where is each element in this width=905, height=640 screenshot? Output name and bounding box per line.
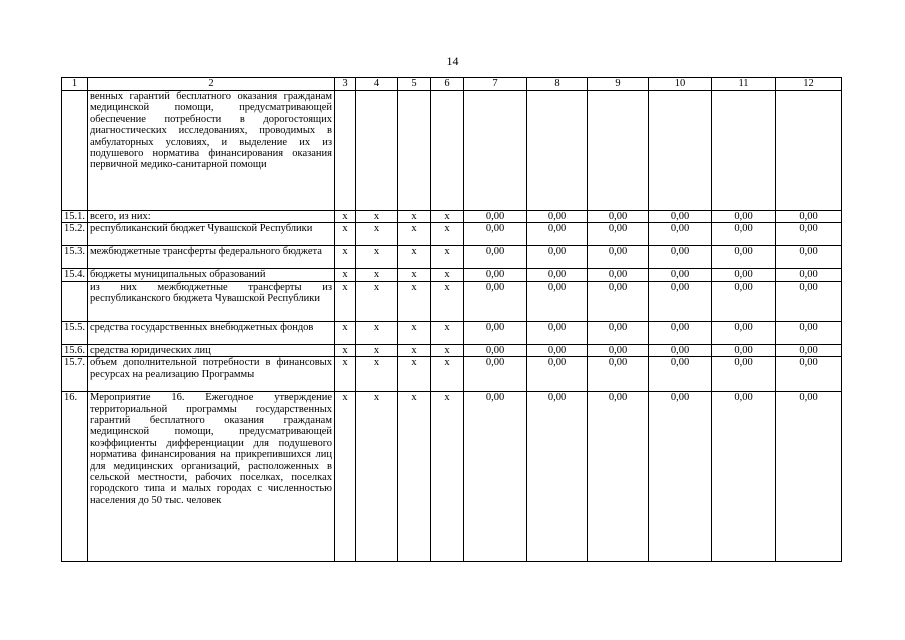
- amount-cell: 0,00: [712, 392, 776, 562]
- table-row: [62, 223, 842, 246]
- not-applicable-cell: x: [335, 281, 356, 321]
- amount-cell: 0,00: [649, 357, 712, 392]
- table-row: [62, 344, 842, 356]
- not-applicable-cell: x: [335, 357, 356, 392]
- row-description-cell: межбюджетные трансферты федерального бюджета: [88, 246, 335, 269]
- row-number-cell: 16.: [62, 392, 88, 562]
- row-description-cell: средства государственных внебюджетных фондов: [88, 321, 335, 344]
- amount-cell: 0,00: [776, 246, 842, 269]
- table-row: [62, 91, 842, 211]
- row-number-cell: 15.5.: [62, 321, 88, 344]
- amount-cell: 0,00: [588, 281, 649, 321]
- column-number-cell: 6: [431, 78, 464, 91]
- column-number-cell: 4: [356, 78, 398, 91]
- amount-cell: 0,00: [527, 357, 588, 392]
- not-applicable-cell: x: [431, 321, 464, 344]
- not-applicable-cell: x: [398, 269, 431, 281]
- row-number-cell: 15.1.: [62, 211, 88, 223]
- amount-cell: [776, 91, 842, 211]
- column-number-cell: 10: [649, 78, 712, 91]
- column-number-cell: 5: [398, 78, 431, 91]
- table-row: [62, 281, 842, 321]
- not-applicable-cell: x: [335, 211, 356, 223]
- column-number-cell: 3: [335, 78, 356, 91]
- not-applicable-cell: x: [398, 246, 431, 269]
- amount-cell: 0,00: [464, 357, 527, 392]
- amount-cell: 0,00: [464, 392, 527, 562]
- amount-cell: 0,00: [649, 211, 712, 223]
- not-applicable-cell: [398, 91, 431, 211]
- not-applicable-cell: x: [335, 344, 356, 356]
- not-applicable-cell: x: [356, 211, 398, 223]
- not-applicable-cell: x: [335, 223, 356, 246]
- not-applicable-cell: x: [356, 269, 398, 281]
- not-applicable-cell: x: [356, 281, 398, 321]
- row-description-cell: всего, из них:: [88, 211, 335, 223]
- row-number-cell: 15.7.: [62, 357, 88, 392]
- table-row: [62, 357, 842, 392]
- row-number-cell: 15.4.: [62, 269, 88, 281]
- amount-cell: 0,00: [588, 344, 649, 356]
- amount-cell: 0,00: [464, 344, 527, 356]
- row-description-cell: из них межбюджетные трансферты из республиканского бюджета Чувашской Республики: [88, 281, 335, 321]
- amount-cell: 0,00: [527, 269, 588, 281]
- row-number-cell: [62, 281, 88, 321]
- row-number-cell: 15.6.: [62, 344, 88, 356]
- amount-cell: 0,00: [712, 357, 776, 392]
- row-number-cell: 15.3.: [62, 246, 88, 269]
- not-applicable-cell: x: [398, 281, 431, 321]
- page-number: 14: [446, 54, 459, 68]
- amount-cell: 0,00: [588, 223, 649, 246]
- not-applicable-cell: x: [431, 392, 464, 562]
- amount-cell: 0,00: [712, 344, 776, 356]
- amount-cell: 0,00: [464, 246, 527, 269]
- not-applicable-cell: [356, 91, 398, 211]
- column-number-cell: 11: [712, 78, 776, 91]
- amount-cell: 0,00: [776, 269, 842, 281]
- column-number-row: [62, 78, 842, 91]
- amount-cell: 0,00: [649, 269, 712, 281]
- budget-table: [61, 77, 842, 562]
- not-applicable-cell: x: [356, 357, 398, 392]
- amount-cell: 0,00: [527, 281, 588, 321]
- amount-cell: 0,00: [527, 223, 588, 246]
- amount-cell: 0,00: [712, 223, 776, 246]
- not-applicable-cell: x: [398, 392, 431, 562]
- column-number-cell: 7: [464, 78, 527, 91]
- not-applicable-cell: [335, 91, 356, 211]
- amount-cell: [527, 91, 588, 211]
- row-description-cell: средства юридических лиц: [88, 344, 335, 356]
- amount-cell: 0,00: [776, 211, 842, 223]
- not-applicable-cell: x: [356, 392, 398, 562]
- row-number-cell: [62, 91, 88, 211]
- not-applicable-cell: x: [431, 223, 464, 246]
- amount-cell: 0,00: [649, 392, 712, 562]
- amount-cell: 0,00: [776, 223, 842, 246]
- amount-cell: 0,00: [588, 321, 649, 344]
- row-description-cell: бюджеты муниципальных образований: [88, 269, 335, 281]
- not-applicable-cell: x: [431, 281, 464, 321]
- amount-cell: 0,00: [527, 321, 588, 344]
- amount-cell: 0,00: [588, 246, 649, 269]
- not-applicable-cell: x: [356, 321, 398, 344]
- not-applicable-cell: x: [356, 344, 398, 356]
- amount-cell: 0,00: [712, 269, 776, 281]
- row-description-cell: республиканский бюджет Чувашской Республики: [88, 223, 335, 246]
- amount-cell: 0,00: [588, 392, 649, 562]
- amount-cell: 0,00: [712, 246, 776, 269]
- row-number-cell: 15.2.: [62, 223, 88, 246]
- not-applicable-cell: x: [398, 211, 431, 223]
- table-row: [62, 392, 842, 562]
- amount-cell: 0,00: [588, 357, 649, 392]
- amount-cell: 0,00: [649, 246, 712, 269]
- amount-cell: 0,00: [464, 321, 527, 344]
- amount-cell: 0,00: [588, 211, 649, 223]
- amount-cell: 0,00: [649, 321, 712, 344]
- amount-cell: [649, 91, 712, 211]
- not-applicable-cell: x: [335, 321, 356, 344]
- column-number-cell: 2: [88, 78, 335, 91]
- not-applicable-cell: x: [335, 269, 356, 281]
- column-number-cell: 8: [527, 78, 588, 91]
- amount-cell: [588, 91, 649, 211]
- amount-cell: 0,00: [527, 344, 588, 356]
- table-row: [62, 246, 842, 269]
- column-number-cell: 1: [62, 78, 88, 91]
- table-row: [62, 211, 842, 223]
- not-applicable-cell: x: [431, 357, 464, 392]
- amount-cell: 0,00: [527, 246, 588, 269]
- not-applicable-cell: x: [356, 246, 398, 269]
- not-applicable-cell: x: [431, 211, 464, 223]
- amount-cell: 0,00: [776, 392, 842, 562]
- row-description-cell: венных гарантий бесплатного оказания гражданам медицинской помощи, предусматривающей обеспечение потребности в дорогостоящих диагностических исследованиях, проводимых в амбулаторных условиях, и выделение их из подушевого норматива финансирования оказания первичной медико-санитарной помощи: [88, 91, 335, 211]
- amount-cell: 0,00: [464, 223, 527, 246]
- not-applicable-cell: x: [398, 344, 431, 356]
- amount-cell: [464, 91, 527, 211]
- amount-cell: 0,00: [776, 321, 842, 344]
- amount-cell: 0,00: [588, 269, 649, 281]
- amount-cell: 0,00: [464, 269, 527, 281]
- table-row: [62, 269, 842, 281]
- row-description-cell: объем дополнительной потребности в финансовых ресурсах на реализацию Программы: [88, 357, 335, 392]
- table-row: [62, 321, 842, 344]
- amount-cell: 0,00: [464, 211, 527, 223]
- amount-cell: 0,00: [649, 223, 712, 246]
- amount-cell: 0,00: [776, 344, 842, 356]
- not-applicable-cell: x: [431, 246, 464, 269]
- amount-cell: 0,00: [712, 211, 776, 223]
- amount-cell: 0,00: [527, 392, 588, 562]
- not-applicable-cell: x: [398, 321, 431, 344]
- amount-cell: 0,00: [527, 211, 588, 223]
- amount-cell: 0,00: [649, 281, 712, 321]
- not-applicable-cell: x: [335, 392, 356, 562]
- not-applicable-cell: [431, 91, 464, 211]
- amount-cell: 0,00: [464, 281, 527, 321]
- amount-cell: 0,00: [776, 281, 842, 321]
- not-applicable-cell: x: [398, 223, 431, 246]
- amount-cell: [712, 91, 776, 211]
- column-number-cell: 12: [776, 78, 842, 91]
- amount-cell: 0,00: [776, 357, 842, 392]
- not-applicable-cell: x: [398, 357, 431, 392]
- not-applicable-cell: x: [356, 223, 398, 246]
- not-applicable-cell: x: [431, 344, 464, 356]
- amount-cell: 0,00: [712, 281, 776, 321]
- amount-cell: 0,00: [649, 344, 712, 356]
- row-description-cell: Мероприятие 16. Ежегодное утверждение территориальной программы государственных гарантий бесплатного оказания гражданам медицинской помощи, предусматривающей коэффициенты дифференциации для подушевого норматива финансирования на прикрепившихся лиц для медицинских организаций, расположенных в сельской местности, рабочих поселках, поселках городского типа и малых городах с численностью населения до 50 тыс. человек: [88, 392, 335, 562]
- not-applicable-cell: x: [335, 246, 356, 269]
- column-number-cell: 9: [588, 78, 649, 91]
- not-applicable-cell: x: [431, 269, 464, 281]
- amount-cell: 0,00: [712, 321, 776, 344]
